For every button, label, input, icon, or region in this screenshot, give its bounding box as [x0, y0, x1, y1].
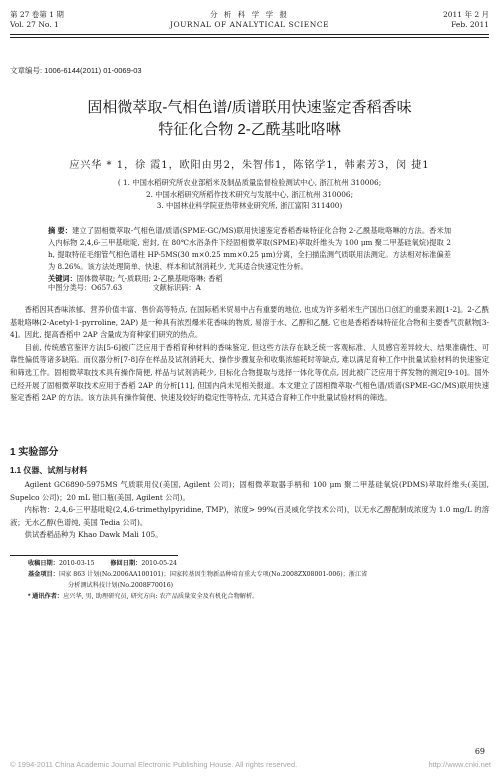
materials-paragraph: Agilent GC6890-5975MS 气质联用仪(美国, Agilent 公司)；固相微萃取器手柄和 100 μm 聚二甲基硅氧烷(PDMS)萃取纤维头(美国, Supelco 公司)；20 mL 钳口瓶(美国, Agilent 公司)。: [10, 480, 489, 502]
date-en: Feb. 2011: [451, 20, 489, 29]
section-heading: 1 实验部分: [10, 447, 59, 458]
issue-date: [443, 10, 489, 30]
subsection-heading: 1.1 仪器、试剂与材料: [10, 466, 88, 475]
footnotes: [28, 558, 487, 602]
affiliations: [10, 177, 489, 212]
classification: [48, 283, 229, 293]
introduction: [10, 304, 489, 405]
affiliation-2: 2. 中国水稻研究所稻作技术研究与发展中心, 浙江杭州 310006;: [145, 189, 354, 199]
abstract-text: 建立了固相微萃取-气相色谱/质谱(SPME-GC/MS)联用快速鉴定香稻香味特征化合物 2-乙酰基吡咯啉的方法。香米加入内标物 2,4,6-三甲基吡啶, 密封, 在 80℃水浴条件下经固相微萃取(SPME)萃取纤维头为 100 μm 聚二甲基硅氧烷)提取 2 h, 提取特征毛细管气相色谱柱 HP-5MS(30 m×0.25 mm×0.25 μm)分离，全扫描监测气质联用法测定。方法相对标准偏差为 8.26%。该方法处理简单、快速、样本和试剂消耗少, 尤其适合快速定性分析。: [48, 226, 452, 271]
materials-section: [10, 479, 489, 542]
fund-label: 基金项目：: [28, 571, 59, 578]
footnote-rule: [10, 555, 178, 556]
journal-name: [10, 10, 489, 30]
document-code: 文献标识码：A: [152, 283, 201, 292]
journal-en: JOURNAL OF ANALYTICAL SCIENCE: [169, 20, 330, 29]
abstract: [48, 225, 451, 285]
materials-paragraph: 内标物：2,4,6-三甲基吡啶(2,4,6-trimethylpyridine, TMP)，浓度> 99%(百灵威化学技术公司)，以无水乙醇配制成浓度为 1.0 mg/L 的溶液；无水乙醇(色谱纯, 美国 Tedia 公司)。: [10, 505, 489, 527]
date-cn: 2011 年 2 月: [442, 10, 489, 19]
title-line-1: 固相微萃取-气相色谱/质谱联用快速鉴定香稻香味: [87, 99, 412, 116]
received-date: 2010-03-15: [58, 560, 95, 567]
dates-line: [28, 558, 487, 569]
affiliation-3: 3. 中国林业科学院亚热带林业研究所, 浙江富阳 311400): [156, 201, 343, 210]
header-rule-thin: [10, 37, 489, 38]
clc-number: 中图分类号：O657.63: [48, 283, 123, 292]
volume-en: Vol. 27 No. 1: [10, 20, 59, 29]
volume-cn: 第 27 卷第 1 期: [10, 10, 64, 19]
running-header: [10, 6, 489, 42]
received-label: 收稿日期：: [28, 560, 59, 567]
revised-date: 2010-05-24: [141, 560, 177, 567]
keywords-text: 固体微萃取; 气-质联用; 2-乙酰基吡咯啉; 香稻: [76, 274, 223, 283]
copyright-footer: [10, 760, 491, 769]
page-number: 69: [474, 747, 485, 756]
journal-cn: 分 析 科 学 学 报: [210, 10, 289, 19]
revised-label: 修回日期：: [110, 560, 142, 567]
abstract-body: [48, 225, 451, 273]
intro-paragraph: 香稻因其香味浓郁、营养价值丰富、售价高等特点, 在国际稻米贸易中占有重要的地位, 也成为许多稻米生产国出口创汇的重要来源[1-2]。2-乙酰基吡咯啉(2-Acetyl-1-pyrroline, 2AP) 是一种具有浓烈爆米花香味的物质, 易溶于水、乙醇和乙醚, 它也是香稻香味特征化合物和主要香气贡献物[3-4]。因此, 提高香稻中 2AP 含量成为育种家们研究的热点。: [10, 305, 489, 340]
corresponding-author: [28, 591, 487, 602]
header-rule-thick: [10, 34, 489, 35]
affiliation-1: ( 1. 中国水稻研究所农业部稻米及制品质量监督检验测试中心, 浙江杭州 310006;: [117, 178, 382, 187]
fund-text-2: 分析测试科技计划(No.2008F70016): [68, 582, 174, 589]
paper-title: [20, 97, 479, 141]
copyright-text: © 1994-2011 China Academic Journal Electronic Publishing House. All rights reserved.: [10, 760, 298, 769]
corresponding-text: 应兴华, 男, 助理研究员, 研究方向: 农产品质量安全及有机化合物解析。: [63, 593, 259, 600]
fund-line: [28, 569, 487, 580]
author-list: 应兴华 * 1，徐 霞1，欧阳由男2，朱智伟1，陈铭学1，韩素芳3，闵 捷1: [69, 160, 430, 171]
materials-paragraph: 供试香稻品种为 Khao Dawk Mali 105。: [24, 530, 163, 540]
article-number: 文章编号: 1006-6144(2011) 01-0069-03: [10, 66, 142, 75]
title-line-2: 特征化合物 2-乙酰基吡咯啉: [158, 121, 341, 138]
fund-text-1: 国家 863 计划(No.2006AA100101)；国家转基因生物新品种培育重大专项(No.2008ZX08001-006)；浙江省: [58, 571, 368, 578]
keywords-label: 关键词：: [48, 274, 77, 283]
cnki-link[interactable]: http://www.cnki.net: [428, 760, 491, 769]
corresponding-label: * 通讯作者：: [28, 593, 64, 600]
intro-paragraph: 目前, 传统感官鉴评方法[5-6]被广泛应用于香稻育种材料的香味鉴定, 但这些方法存在缺乏统一客观标准、人员感官差异较大、结果准确性、可靠性偏低等诸多缺陷。而仪器分析[7-8]存在样品及试剂消耗大、操作步骤复杂和收集浓缩耗时等缺点, 难以满足育种工作中批量试验材料的快速鉴定和筛选工作。固相微萃取技术具有操作简便, 样品与试剂消耗少, 目标化合物提取与选择一体化等优点, 因此被广泛应用于挥发物的测定[9-10]。国外已经开展了固相微萃取技术应用于香稻 2AP 的分析[11], 但国内尚未见相关报道。本文建立了固相微萃取-气相色谱/质谱(SPME-GC/MS)联用快速鉴定香稻 2AP 的方法。该方法具有操作简便、快速及较好的稳定性等特点, 尤其适合育种工作中批量试验材料的筛选。: [10, 342, 489, 403]
abstract-label: 摘 要：: [48, 226, 73, 235]
